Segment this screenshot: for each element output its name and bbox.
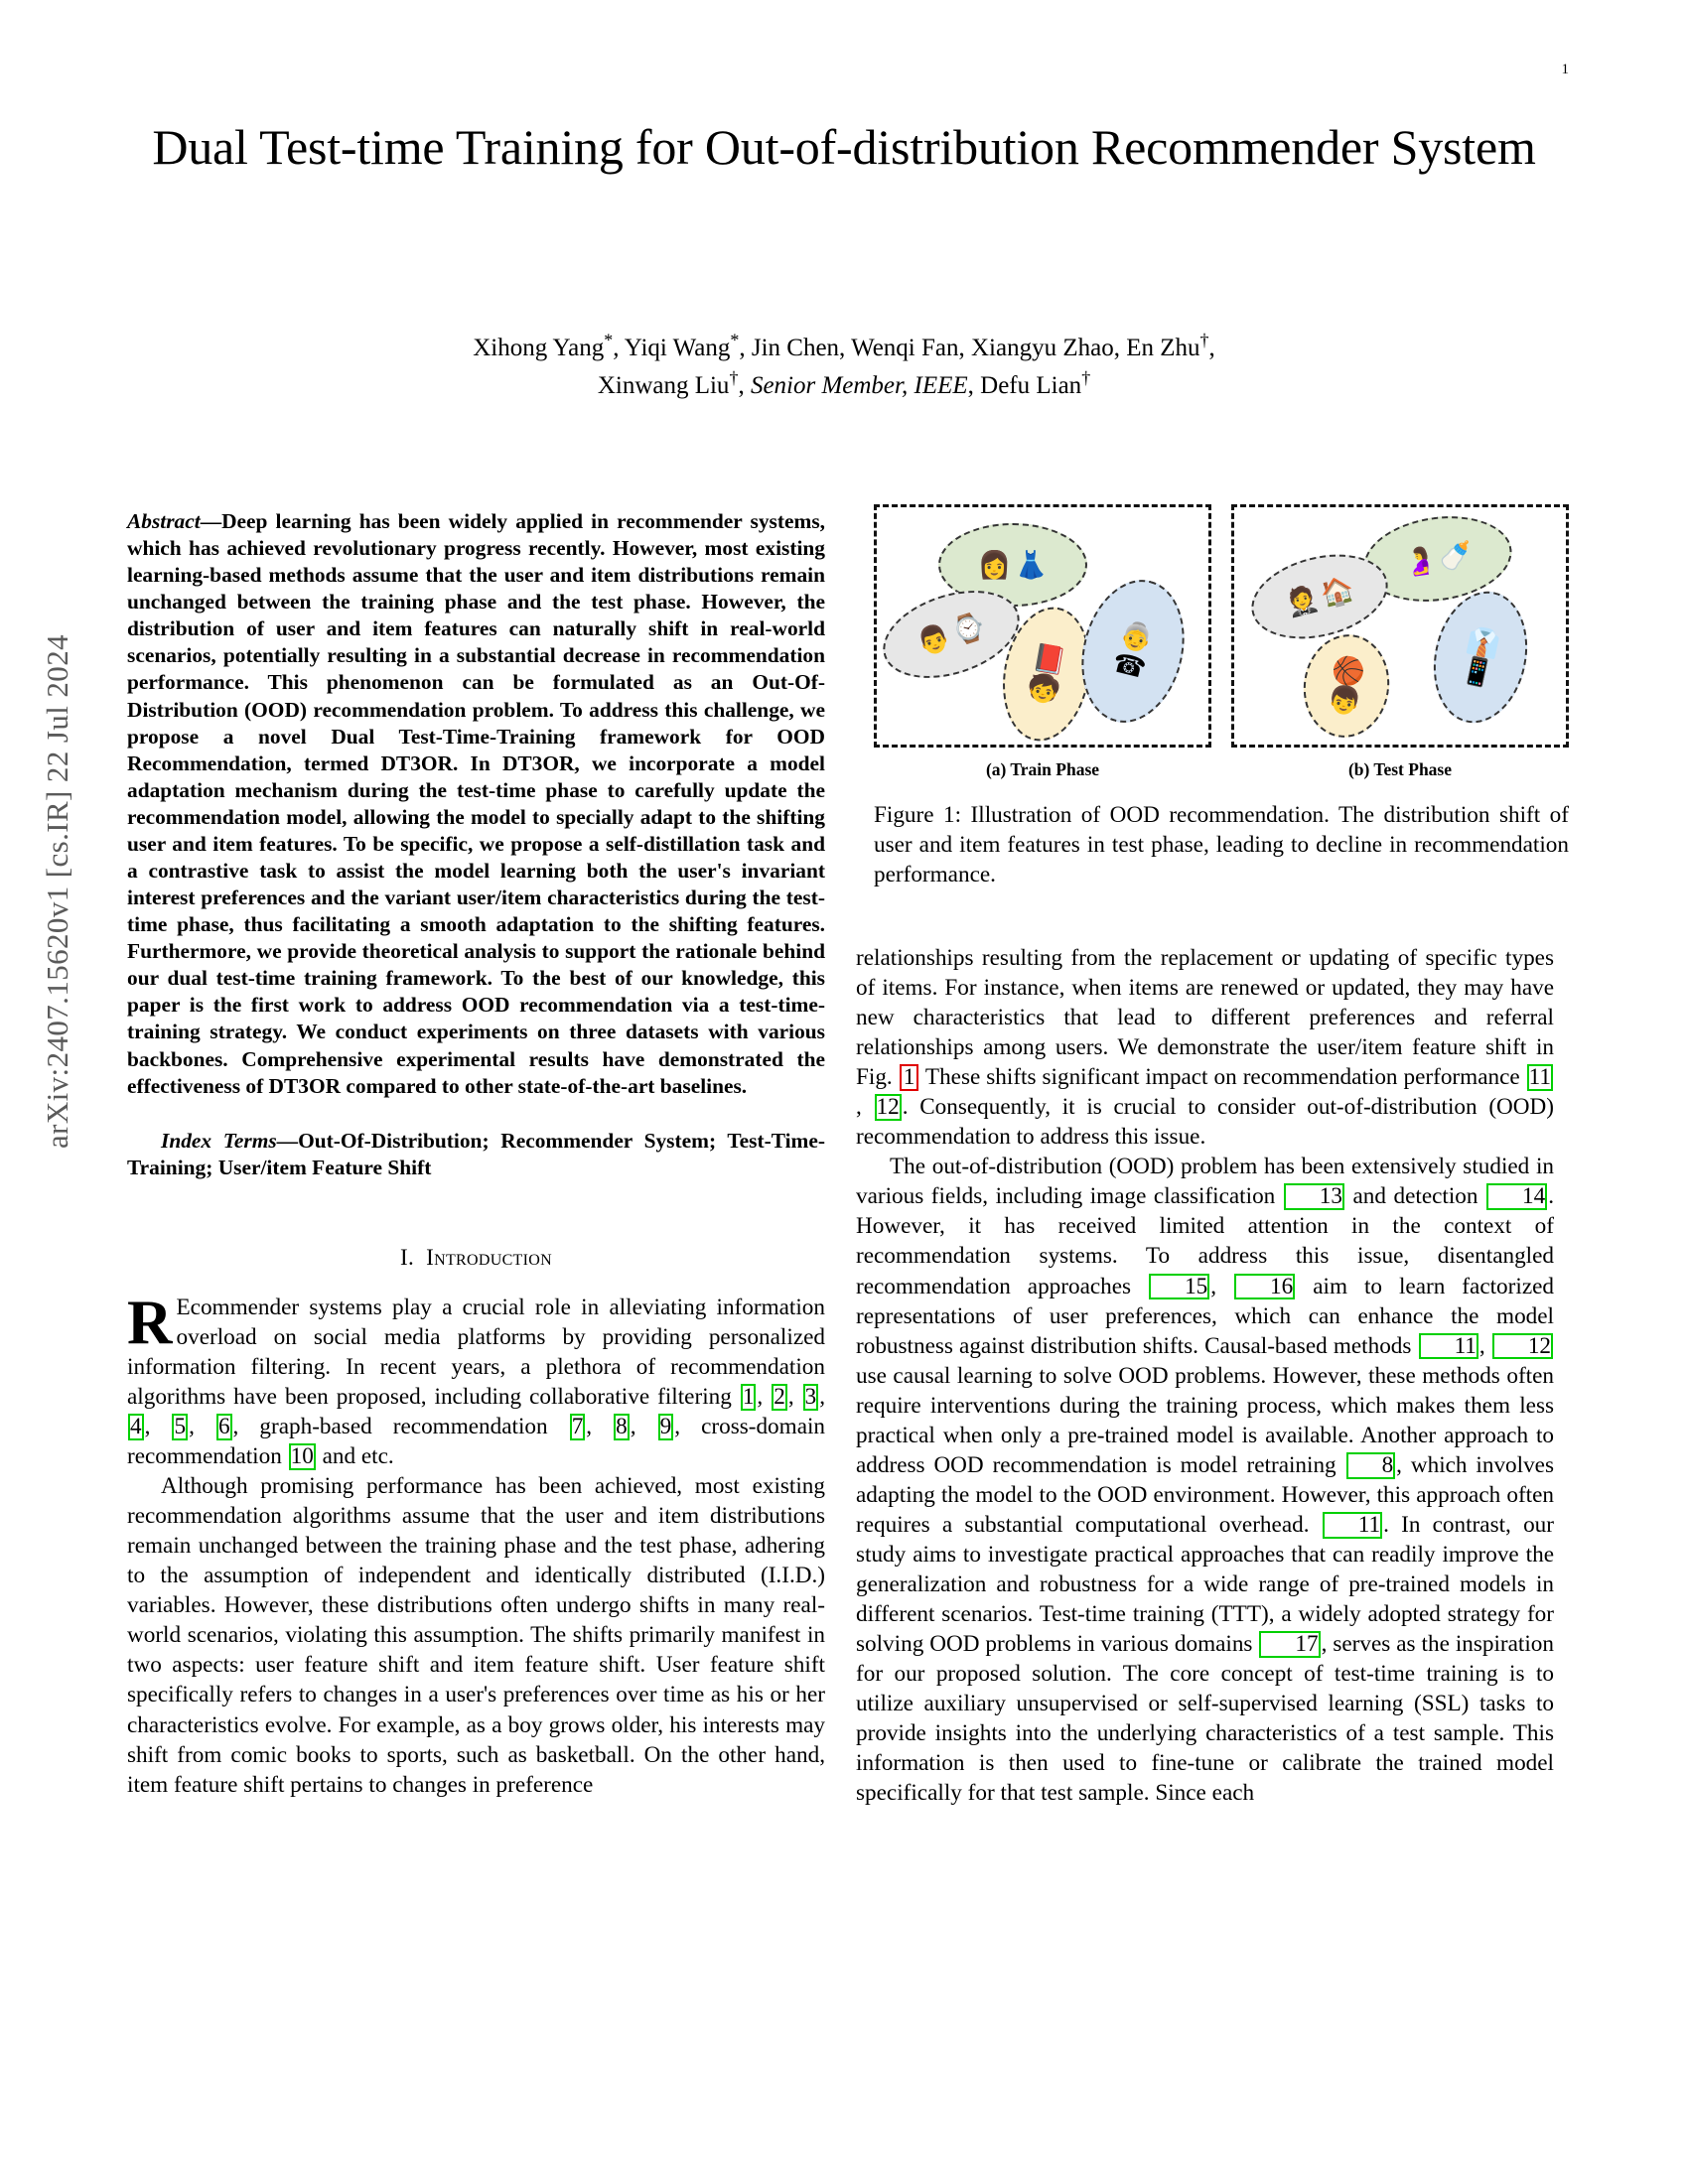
businessman-icon: 👔 <box>1464 623 1503 661</box>
abstract-dash: — <box>200 509 222 533</box>
right-p2-b: and detection <box>1344 1183 1486 1210</box>
ieee-membership: Senior Member, IEEE <box>750 372 968 399</box>
cluster-boy-basketball <box>1297 629 1396 744</box>
citation-11-b[interactable]: 11 <box>1419 1333 1478 1360</box>
section-title: Introduction <box>426 1244 552 1270</box>
intro-paragraph-2: Although promising performance has been achieved, most existing recommendation algorithms assume that the user and item distributions remain unchanged between the training phase and the test phase, adhering to the assumption of independent and identically distributed (I.I.D.) variables. However, these distributions often undergo shifts in many real-world scenarios, violating this assumption. The shifts primarily manifest in two aspects: user feature shift and item feature shift. User feature shift specifically refers to changes in a user's preferences over time as his or her characteristics evolve. For example, as a boy grows older, his interests may shift from comic books to sports, such as basketball. On the other hand, item feature shift pertains to changes in preference <box>127 1473 825 1798</box>
citation-5[interactable]: 5 <box>174 1414 187 1440</box>
citation-group-cf[interactable]: 1 , 2 , 3 , 4 , 5 , 6 <box>130 1384 825 1440</box>
right-p1-d: . Consequently, it is crucial to consider out-of-distribution (OOD) recommendation to address this issue. <box>856 1094 1554 1151</box>
citation-group-graph[interactable]: 7 , 8 , 9 <box>571 1414 672 1440</box>
boy-icon: 🧒 <box>1025 670 1063 706</box>
citation-6[interactable]: 6 <box>217 1414 230 1440</box>
citation-11-c[interactable]: 11 <box>1323 1512 1382 1539</box>
book-icon: 📕 <box>1030 641 1068 677</box>
citation-8-b[interactable]: 8 <box>1346 1452 1396 1479</box>
cluster-businessman-smartphone <box>1422 583 1539 732</box>
right-paragraph-1 <box>856 943 1554 1152</box>
citation-8[interactable]: 8 <box>616 1414 628 1440</box>
intro-p1-text-b: , graph-based recommendation <box>232 1414 569 1440</box>
cluster-elderly-telephone <box>1067 569 1198 734</box>
page-number: 1 <box>1561 62 1569 77</box>
left-column <box>127 508 825 1800</box>
author-mark-star: * <box>604 330 614 350</box>
right-p2-e: aim to learn factorized representations of user preferences, which can enhance the model robustness against distribution shifts. Causal-based methods <box>856 1273 1554 1359</box>
baby-bottle-icon: 🍼 <box>1437 538 1475 574</box>
author-rest-line-1: , Jin Chen, Wenqi Fan, Xiangyu Zhao, En Zhu <box>739 335 1200 361</box>
watch-icon: ⌚ <box>947 609 989 648</box>
right-p2-j: , serves as the inspiration for our proposed solution. The core concept of test-time training is to utilize auxiliary unsupervised or self-supervised learning (SSL) tasks to provide insights into the underlying characteristics of a test sample. This information is then used to fine-tune or calibrate the trained model specifically for that test sample. Since each <box>856 1631 1554 1807</box>
author-line-2 <box>149 367 1539 405</box>
author-mark-star-2: * <box>730 330 740 350</box>
citation-1[interactable]: 1 <box>742 1384 755 1411</box>
figure-panel-a-label: (a) Train Phase <box>985 759 1100 779</box>
index-terms-dash: — <box>276 1128 299 1153</box>
citation-15[interactable]: 15 <box>1149 1274 1209 1300</box>
smartphone-icon: 📱 <box>1458 653 1497 690</box>
basketball-icon: 🏀 <box>1330 653 1367 688</box>
figure-1 <box>874 504 1569 889</box>
citation-13[interactable]: 13 <box>1284 1183 1344 1210</box>
author-mark-dagger-3: † <box>1081 367 1091 388</box>
author-mark-dagger-2: † <box>729 367 739 388</box>
dress-icon: 👗 <box>1014 549 1049 580</box>
woman-icon: 👩 <box>977 549 1012 580</box>
right-p2-f: , <box>1478 1332 1491 1359</box>
citation-11[interactable]: 11 <box>1528 1064 1551 1091</box>
citation-10[interactable]: 10 <box>290 1443 314 1470</box>
right-column <box>856 943 1554 1808</box>
pregnant-woman-icon: 🤰 <box>1401 543 1439 579</box>
figure-panel-a-wrapper <box>874 504 1211 780</box>
intro-p1-text-c: , cross-domain recommendation <box>127 1414 826 1470</box>
abstract-text: Deep learning has been widely applied in recommender systems, which has achieved revolutionary progress recently. However, most existing learning-based methods assume that the user and item distributions remain unchanged between the training phase and the test phase. However, the distribution of user and item features can naturally shift in real-world scenarios, potentially resulting in a substantial decrease in recommendation performance. This phenomenon can be formulated as an Out-Of-Distribution (OOD) recommendation problem. To address this challenge, we propose a novel Dual Test-Time-Training framework for OOD Recommendation, termed DT3OR. In DT3OR, we incorporate a model adaptation mechanism during the test-time phase to carefully update the recommendation model, allowing the model to specially adapt to the shifting user and item features. To be specific, we propose a self-distillation task and a contrastive task to assist the model learning both the user's invariant interest preferences and the variant user/item characteristics during the test-time phase, thus facilitating a smooth adaptation to the shifting features. Furthermore, we provide theoretical analysis to support the rationale behind our dual test-time training framework. To the best of our knowledge, this paper is the first work to address OOD recommendation via a test-time-training strategy. We conduct experiments on three datasets with various backbones. Comprehensive experimental results have demonstrated the effectiveness of DT3OR compared to other state-of-the-art baselines. <box>127 509 825 1098</box>
author-sep: , <box>738 372 751 399</box>
page-title: Dual Test-time Training for Out-of-distribution Recommender System <box>152 119 1536 175</box>
author-xihong-yang: Xihong Yang <box>473 335 605 361</box>
citation-4[interactable]: 4 <box>130 1414 142 1440</box>
intro-p1-text-a: Ecommender systems play a crucial role in alleviating information overload on social media platforms by providing personalized information filtering. In recent years, a plethora of recommendation algorithms have been proposed, including collaborative filtering <box>127 1294 825 1411</box>
author-line-1 <box>149 330 1539 367</box>
title-block <box>149 117 1539 178</box>
young-boy-icon: 👦 <box>1326 683 1363 718</box>
citation-12-b[interactable]: 12 <box>1492 1333 1553 1360</box>
elderly-couple-icon: 👵 <box>1116 617 1157 655</box>
section-heading-introduction <box>127 1245 825 1271</box>
man-icon: 👨 <box>913 619 955 659</box>
index-terms-label: Index Terms <box>161 1128 277 1153</box>
citation-7[interactable]: 7 <box>571 1414 584 1440</box>
intro-p1-text-d: and etc. <box>316 1443 394 1470</box>
figure-caption: Figure 1: Illustration of OOD recommendation. The distribution shift of user and item features in test phase, leading to decline in recommendation performance. <box>874 802 1569 888</box>
right-paragraph-2 <box>856 1152 1554 1808</box>
citation-16[interactable]: 16 <box>1234 1274 1295 1300</box>
author-yiqi-wang: , Yiqi Wang <box>613 335 731 361</box>
citation-17[interactable]: 17 <box>1259 1631 1320 1658</box>
house-icon: 🏠 <box>1317 573 1357 611</box>
abstract <box>127 508 825 1100</box>
arxiv-stamp: arXiv:2407.15620v1 [cs.IR] 22 Jul 2024 <box>40 633 74 1150</box>
citation-2[interactable]: 2 <box>774 1384 785 1411</box>
figure-panel-test-phase <box>1231 504 1569 748</box>
section-number: I. <box>400 1244 415 1270</box>
right-p2-g: use causal learning to solve OOD problems. However, these methods often require interventions during the training process, which makes them less practical when only a pre-trained model is available. Another approach to address OOD recommendation is model retraining <box>856 1362 1554 1478</box>
author-line1-comma: , <box>1208 335 1215 361</box>
telephone-icon: ☎ <box>1109 646 1150 684</box>
figure-panel-b-wrapper <box>1231 504 1569 780</box>
citation-9[interactable]: 9 <box>659 1414 672 1440</box>
citation-3[interactable]: 3 <box>804 1384 817 1411</box>
figure-panel-b-label: (b) Test Phase <box>1347 759 1453 779</box>
right-p2-a: The out-of-distribution (OOD) problem has been extensively studied in various fields, including image classification <box>856 1154 1554 1210</box>
index-terms-text: Out-Of-Distribution; Recommender System; Test-Time-Training; User/item Feature Shift <box>127 1128 825 1179</box>
right-p2-h: , which involves adapting the model to the OOD environment. However, this approach often requires a substantial computational overhead. <box>856 1451 1554 1538</box>
right-p2-d: , <box>1210 1273 1234 1299</box>
right-p1-c: , <box>856 1094 874 1121</box>
abstract-label: Abstract <box>127 509 201 533</box>
author-defu-lian: , Defu Lian <box>967 372 1082 399</box>
citation-12[interactable]: 12 <box>876 1094 900 1121</box>
rich-man-icon: 🤵 <box>1282 582 1323 619</box>
intro-paragraph-1 <box>127 1287 826 1471</box>
right-p2-c: . However, it has received limited attention in the context of recommendation systems. To address this issue, disentangled recommendation approaches <box>856 1183 1554 1299</box>
index-terms <box>127 1128 825 1181</box>
right-p1-a: relationships resulting from the replacement or updating of specific types of items. For instance, when items are renewed or updated, they may have new characteristics that lead to different preferences and referral relationships among users. We demonstrate the user/item feature shift in Fig. <box>856 945 1554 1091</box>
figure-panel-train-phase <box>874 504 1211 748</box>
author-mark-dagger: † <box>1199 330 1209 350</box>
citation-14[interactable]: 14 <box>1486 1183 1547 1210</box>
drop-cap: R <box>127 1287 173 1357</box>
right-p2-i: . In contrast, our study aims to investigate practical approaches that can readily improve the generalization and robustness for a wide range of pre-trained models in different scenarios. Test-time training (TTT), a widely adopted strategy for solving OOD problems in various domains <box>856 1511 1554 1658</box>
right-p1-b: These shifts significant impact on recommendation performance <box>919 1064 1526 1091</box>
author-list <box>149 330 1539 405</box>
figure-reference-1[interactable]: 1 <box>900 1064 919 1091</box>
figure-panels <box>874 504 1569 780</box>
author-xinwang-liu: Xinwang Liu <box>597 372 730 399</box>
